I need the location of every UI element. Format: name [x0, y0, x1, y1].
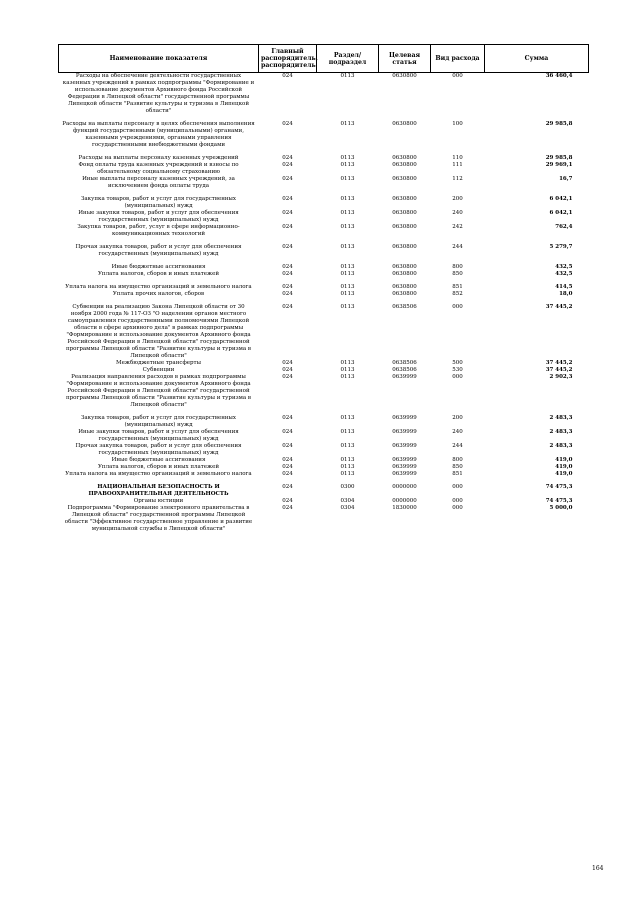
cell-sum: 419,0	[555, 457, 573, 463]
cell-expense: 000	[452, 505, 463, 511]
cell-name: Уплата прочих налогов, сборов	[112, 291, 205, 297]
cell-section: 0113	[340, 304, 355, 310]
cell-admin: 024	[282, 360, 293, 366]
cell-admin: 024	[282, 210, 293, 216]
table-row	[59, 415, 589, 429]
cell-sum: 2 902,3	[549, 374, 573, 380]
cell-article: 0630800	[392, 121, 417, 127]
table-row	[59, 464, 589, 471]
cell-article: 0630800	[392, 284, 417, 290]
cell-name: Иные бюджетные ассигнования	[111, 457, 206, 463]
cell-sum: 6 042,1	[549, 210, 573, 216]
cell-article: 0630800	[392, 291, 417, 297]
cell-sum: 74 475,3	[545, 498, 573, 504]
cell-article: 0630800	[392, 155, 417, 161]
table-row	[59, 457, 589, 464]
table-row	[59, 210, 589, 224]
cell-sum: 419,0	[555, 464, 573, 470]
cell-article: 0639999	[392, 374, 417, 380]
cell-expense: 850	[452, 271, 463, 277]
cell-expense: 500	[452, 360, 463, 366]
cell-sum: 37 445,2	[545, 360, 573, 366]
header-admin: Главный распорядитель, распорядитель	[259, 45, 317, 73]
cell-admin: 024	[282, 498, 293, 504]
cell-name: Уплата налогов, сборов и иных платежей	[97, 271, 220, 277]
table-row	[59, 367, 589, 374]
cell-name: Уплата налогов, сборов и иных платежей	[97, 464, 220, 470]
cell-admin: 024	[282, 291, 293, 297]
cell-name: Расходы на обеспечение деятельности государственных казенных учреждений в рамках подпрограммы "Формирование и использование документов Архивного фонда Российской Федерации в Липецкой области" государственной программы Липецкой области "Развитие культуры и туризма в Липецкой области"	[62, 73, 255, 114]
table-row	[59, 374, 589, 409]
cell-name: Подпрограмма "Формирование электронного правительства в Липецкой области" государственной программы Липецкой области "Эффективное государственное управление и развитие муниципальной службы в Липецкой области"	[64, 505, 253, 532]
cell-section: 0304	[340, 505, 355, 511]
table-row	[59, 73, 589, 116]
cell-name: Уплата налога на имущество организаций и земельного налога	[65, 471, 252, 477]
cell-section: 0113	[340, 73, 355, 79]
cell-name: НАЦИОНАЛЬНАЯ БЕЗОПАСНОСТЬ И ПРАВООХРАНИТЕЛЬНАЯ ДЕЯТЕЛЬНОСТЬ	[88, 484, 229, 497]
cell-section: 0113	[340, 176, 355, 182]
cell-sum: 29 985,8	[545, 121, 573, 127]
cell-expense: 852	[452, 291, 463, 297]
page-number: 164	[592, 865, 604, 872]
cell-expense: 000	[452, 374, 463, 380]
cell-admin: 024	[282, 484, 293, 490]
table-row	[59, 271, 589, 278]
cell-admin: 024	[282, 244, 293, 250]
cell-article: 0638506	[392, 367, 417, 373]
cell-expense: 530	[452, 367, 463, 373]
cell-sum: 5 279,7	[549, 244, 573, 250]
cell-expense: 110	[452, 155, 463, 161]
cell-section: 0113	[340, 271, 355, 277]
cell-article: 0630800	[392, 196, 417, 202]
table-row	[59, 264, 589, 271]
cell-admin: 024	[282, 121, 293, 127]
table-row	[59, 121, 589, 149]
cell-name: Закупка товаров, работ и услуг для государственных (муниципальных) нужд	[80, 415, 237, 428]
cell-expense: 800	[452, 264, 463, 270]
cell-section: 0113	[340, 284, 355, 290]
cell-admin: 024	[282, 162, 293, 168]
cell-expense: 244	[452, 443, 463, 449]
cell-expense: 111	[452, 162, 463, 168]
cell-article: 0638506	[392, 304, 417, 310]
cell-article: 0630800	[392, 210, 417, 216]
cell-admin: 024	[282, 304, 293, 310]
cell-admin: 024	[282, 374, 293, 380]
cell-admin: 024	[282, 443, 293, 449]
cell-expense: 800	[452, 457, 463, 463]
header-expense: Вид расхода	[431, 45, 485, 73]
cell-section: 0113	[340, 374, 355, 380]
cell-expense: 240	[452, 429, 463, 435]
table-row	[59, 291, 589, 298]
cell-article: 0639999	[392, 471, 417, 477]
cell-admin: 024	[282, 471, 293, 477]
cell-sum: 762,4	[555, 224, 573, 230]
table-row	[59, 155, 589, 162]
cell-expense: 851	[452, 284, 463, 290]
cell-sum: 432,5	[555, 264, 573, 270]
cell-article: 0000000	[392, 498, 417, 504]
cell-section: 0113	[340, 264, 355, 270]
header-name: Наименование показателя	[59, 45, 259, 73]
cell-article: 0639999	[392, 429, 417, 435]
table-row	[59, 176, 589, 190]
cell-section: 0113	[340, 291, 355, 297]
cell-admin: 024	[282, 505, 293, 511]
cell-section: 0113	[340, 224, 355, 230]
cell-section: 0113	[340, 162, 355, 168]
cell-name: Расходы на выплаты персоналу казенных учреждений	[78, 155, 239, 161]
cell-section: 0113	[340, 210, 355, 216]
cell-article: 0639999	[392, 443, 417, 449]
table-row	[59, 162, 589, 176]
cell-admin: 024	[282, 224, 293, 230]
table-row	[59, 304, 589, 360]
cell-section: 0113	[340, 471, 355, 477]
cell-name: Закупка товаров, работ и услуг для государственных (муниципальных) нужд	[80, 196, 237, 209]
cell-name: Иные бюджетные ассигнования	[111, 264, 206, 270]
cell-sum: 432,5	[555, 271, 573, 277]
cell-expense: 000	[452, 498, 463, 504]
cell-sum: 74 475,3	[545, 484, 573, 490]
cell-article: 0630800	[392, 162, 417, 168]
cell-name: Субвенции	[142, 367, 175, 373]
table-row	[59, 284, 589, 291]
cell-name: Иные закупки товаров, работ и услуг для обеспечения государственных (муниципальных) нужд	[78, 429, 239, 442]
cell-section: 0113	[340, 121, 355, 127]
cell-article: 1830000	[392, 505, 417, 511]
cell-sum: 5 000,0	[549, 505, 573, 511]
cell-name: Межбюджетные трансферты	[116, 360, 201, 366]
cell-admin: 024	[282, 284, 293, 290]
cell-article: 0630800	[392, 176, 417, 182]
cell-name: Уплата налога на имущество организаций и земельного налога	[65, 284, 252, 290]
cell-expense: 000	[452, 304, 463, 310]
cell-sum: 36 460,4	[545, 73, 573, 79]
cell-article: 0638506	[392, 360, 417, 366]
cell-sum: 29 969,1	[545, 162, 573, 168]
cell-sum: 2 483,3	[549, 429, 573, 435]
table-row	[59, 360, 589, 367]
table-row	[59, 471, 589, 478]
cell-sum: 16,7	[559, 176, 573, 182]
cell-name: Реализация направления расходов в рамках подпрограммы "Формирование и использование документов Архивного фонда Российской Федерации в Липецкой области" государственной программы Липецкой области "Развитие культуры и туризма в Липецкой области"	[65, 374, 252, 408]
table-row	[59, 484, 589, 498]
cell-admin: 024	[282, 271, 293, 277]
cell-section: 0304	[340, 498, 355, 504]
cell-admin: 024	[282, 264, 293, 270]
cell-admin: 024	[282, 176, 293, 182]
cell-name: Фонд оплаты труда казенных учреждений и взносы по обязательному социальному страхованию	[78, 162, 239, 175]
cell-expense: 851	[452, 471, 463, 477]
header-sum: Сумма	[485, 45, 589, 73]
cell-article: 0630800	[392, 264, 417, 270]
cell-name: Иные выплаты персоналу казенных учреждений, за исключением фонда оплаты труда	[82, 176, 235, 189]
cell-article: 0639999	[392, 457, 417, 463]
cell-section: 0300	[340, 484, 355, 490]
cell-name: Закупка товаров, работ, услуг в сфере информационно-коммуникационных технологий	[77, 224, 240, 237]
cell-name: Органы юстиции	[133, 498, 184, 504]
cell-admin: 024	[282, 73, 293, 79]
table-row	[59, 429, 589, 443]
cell-expense: 242	[452, 224, 463, 230]
cell-name: Иные закупки товаров, работ и услуг для обеспечения государственных (муниципальных) нужд	[78, 210, 239, 223]
cell-article: 0639999	[392, 464, 417, 470]
cell-name: Субвенции на реализацию Закона Липецкой области от 30 ноября 2000 года № 117-ОЗ "О наделении органов местного самоуправления государственными полномочиями Липецкой области в сфере архивного дела" в рамках подпрограммы "Формирование и использование документов Архивного фонда Российской Федерации в Липецкой области" государственной программы Липецкой области "Развитие культуры и туризма в Липецкой области"	[65, 304, 252, 359]
cell-sum: 414,5	[555, 284, 573, 290]
cell-expense: 100	[452, 121, 463, 127]
cell-sum: 419,0	[555, 471, 573, 477]
cell-admin: 024	[282, 457, 293, 463]
cell-section: 0113	[340, 415, 355, 421]
cell-admin: 024	[282, 429, 293, 435]
cell-admin: 024	[282, 196, 293, 202]
table-row	[59, 196, 589, 210]
cell-section: 0113	[340, 360, 355, 366]
cell-name: Прочая закупка товаров, работ и услуг для обеспечения государственных (муниципальных) нужд	[75, 244, 242, 257]
cell-expense: 000	[452, 484, 463, 490]
cell-admin: 024	[282, 367, 293, 373]
cell-article: 0630800	[392, 271, 417, 277]
cell-article: 0000000	[392, 484, 417, 490]
header-article: Целевая статья	[379, 45, 431, 73]
table-row	[59, 498, 589, 505]
cell-article: 0639999	[392, 415, 417, 421]
table-row	[59, 224, 589, 238]
cell-section: 0113	[340, 457, 355, 463]
table-row	[59, 443, 589, 457]
cell-section: 0113	[340, 244, 355, 250]
cell-expense: 112	[452, 176, 463, 182]
cell-article: 0630800	[392, 73, 417, 79]
table-row	[59, 244, 589, 258]
cell-sum: 2 483,3	[549, 443, 573, 449]
cell-section: 0113	[340, 367, 355, 373]
cell-section: 0113	[340, 429, 355, 435]
cell-expense: 200	[452, 196, 463, 202]
cell-admin: 024	[282, 415, 293, 421]
cell-expense: 000	[452, 73, 463, 79]
cell-name: Прочая закупка товаров, работ и услуг для обеспечения государственных (муниципальных) нужд	[75, 443, 242, 456]
cell-section: 0113	[340, 464, 355, 470]
header-section: Раздел/подраздел	[317, 45, 379, 73]
cell-article: 0630800	[392, 224, 417, 230]
cell-article: 0630800	[392, 244, 417, 250]
cell-expense: 850	[452, 464, 463, 470]
cell-expense: 200	[452, 415, 463, 421]
cell-section: 0113	[340, 155, 355, 161]
table-row	[59, 505, 589, 533]
cell-sum: 37 445,2	[545, 367, 573, 373]
cell-admin: 024	[282, 464, 293, 470]
cell-section: 0113	[340, 443, 355, 449]
cell-expense: 240	[452, 210, 463, 216]
cell-admin: 024	[282, 155, 293, 161]
cell-sum: 6 042,1	[549, 196, 573, 202]
cell-sum: 2 483,3	[549, 415, 573, 421]
table-body	[59, 73, 589, 534]
cell-name: Расходы на выплаты персоналу в целях обеспечения выполнения функций государственными (муниципальными) органами, казенными учреждениями, органами управления государственными внебюджетными фондами	[62, 121, 255, 148]
cell-sum: 18,0	[559, 291, 573, 297]
cell-section: 0113	[340, 196, 355, 202]
cell-sum: 29 985,8	[545, 155, 573, 161]
table-header-row	[59, 45, 589, 73]
cell-sum: 37 445,2	[545, 304, 573, 310]
budget-table	[58, 44, 589, 533]
cell-expense: 244	[452, 244, 463, 250]
